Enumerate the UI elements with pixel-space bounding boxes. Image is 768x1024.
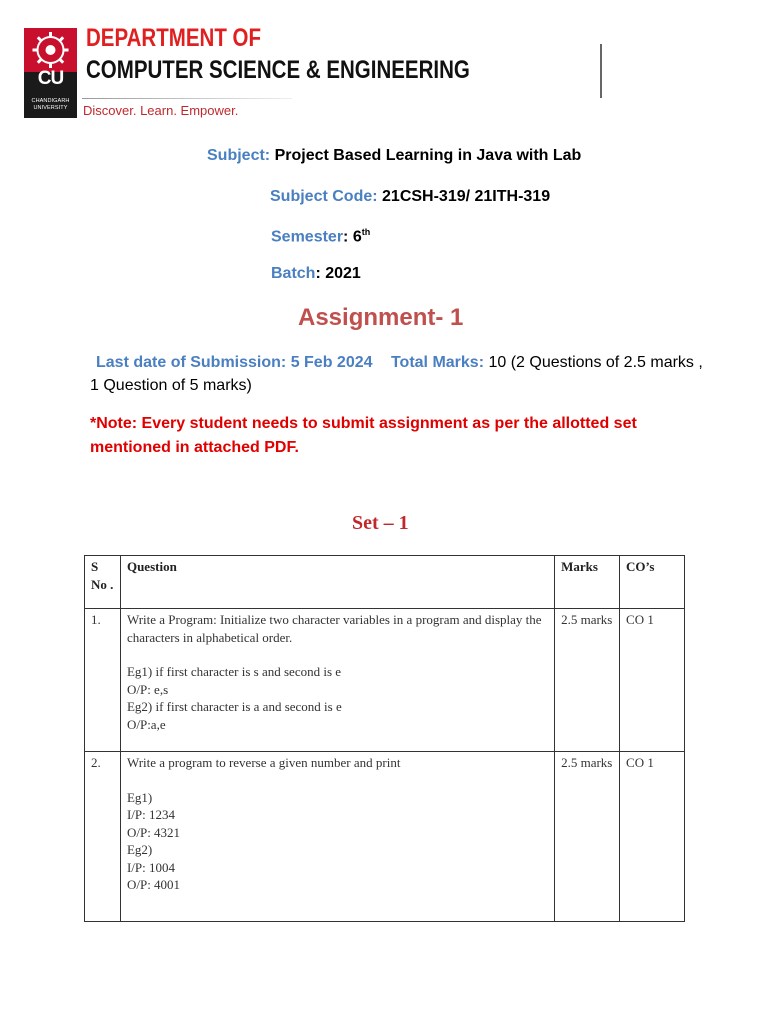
vertical-divider xyxy=(600,44,602,98)
semester-label: Semester xyxy=(271,228,344,246)
row-co: CO 1 xyxy=(620,752,685,922)
assignment-title: Assignment- 1 xyxy=(298,304,464,331)
total-marks-label: Total Marks: xyxy=(390,354,485,371)
department-title-line1: DEPARTMENT OF xyxy=(86,24,262,52)
submission-date: Last date of Submission: 5 Feb 2024 xyxy=(96,354,373,371)
subject-label: Subject: xyxy=(207,147,271,164)
subject-code-label: Subject Code: xyxy=(270,188,378,205)
batch-label: Batch xyxy=(271,265,316,282)
department-title-line2: COMPUTER SCIENCE & ENGINEERING xyxy=(86,56,470,84)
logo-university-name: CHANDIGARH UNIVERSITY xyxy=(31,98,70,111)
question-example: Eg1) if first character is s and second is e O/P: e,s Eg2) if first character is a and second is e O/P:a,e xyxy=(126,664,342,732)
semester-value: : 6 xyxy=(343,228,362,246)
subject-code-line xyxy=(270,188,550,206)
total-marks-value: 10 (2 Questions of 2.5 marks , 1 Question of 5 marks) xyxy=(90,354,703,394)
university-logo xyxy=(24,28,77,118)
tagline: Discover. Learn. Empower. xyxy=(83,103,239,118)
subject-value: Project Based Learning in Java with Lab xyxy=(274,147,582,164)
note-text: *Note: Every student needs to submit assignment as per the allotted set mentioned in attached PDF. xyxy=(90,415,637,456)
gear-emblem-icon xyxy=(24,28,77,72)
question-example: Eg1) I/P: 1234 O/P: 4321 Eg2) I/P: 1004 O/P: 4001 xyxy=(126,789,181,892)
questions-table xyxy=(84,555,685,922)
row-question xyxy=(120,609,554,752)
table-row xyxy=(85,752,685,922)
question-text: Write a Program: Initialize two character variables in a program and display the characters in alphabetical order. xyxy=(126,612,542,645)
row-sno: 2. xyxy=(85,752,121,922)
row-marks: 2.5 marks xyxy=(555,609,620,752)
batch-value: : 2021 xyxy=(315,265,361,282)
header-divider xyxy=(82,98,292,99)
header-marks: Marks xyxy=(555,556,620,609)
logo-text: CU xyxy=(37,68,64,89)
batch-line xyxy=(271,265,361,283)
row-question xyxy=(120,752,554,922)
row-co: CO 1 xyxy=(620,609,685,752)
header-cos: CO’s xyxy=(620,556,685,609)
set-title: Set – 1 xyxy=(352,512,409,534)
header-question: Question xyxy=(120,556,554,609)
row-marks: 2.5 marks xyxy=(555,752,620,922)
row-sno: 1. xyxy=(85,609,121,752)
submission-info xyxy=(90,351,710,397)
question-text: Write a program to reverse a given number and print xyxy=(126,755,401,770)
subject-line xyxy=(207,147,581,165)
header-sno: S No . xyxy=(85,556,121,609)
semester-line xyxy=(271,227,370,246)
table-header-row xyxy=(85,556,685,609)
table-row xyxy=(85,609,685,752)
semester-suffix: th xyxy=(361,227,371,237)
subject-code-value: 21CSH-319/ 21ITH-319 xyxy=(382,188,551,205)
